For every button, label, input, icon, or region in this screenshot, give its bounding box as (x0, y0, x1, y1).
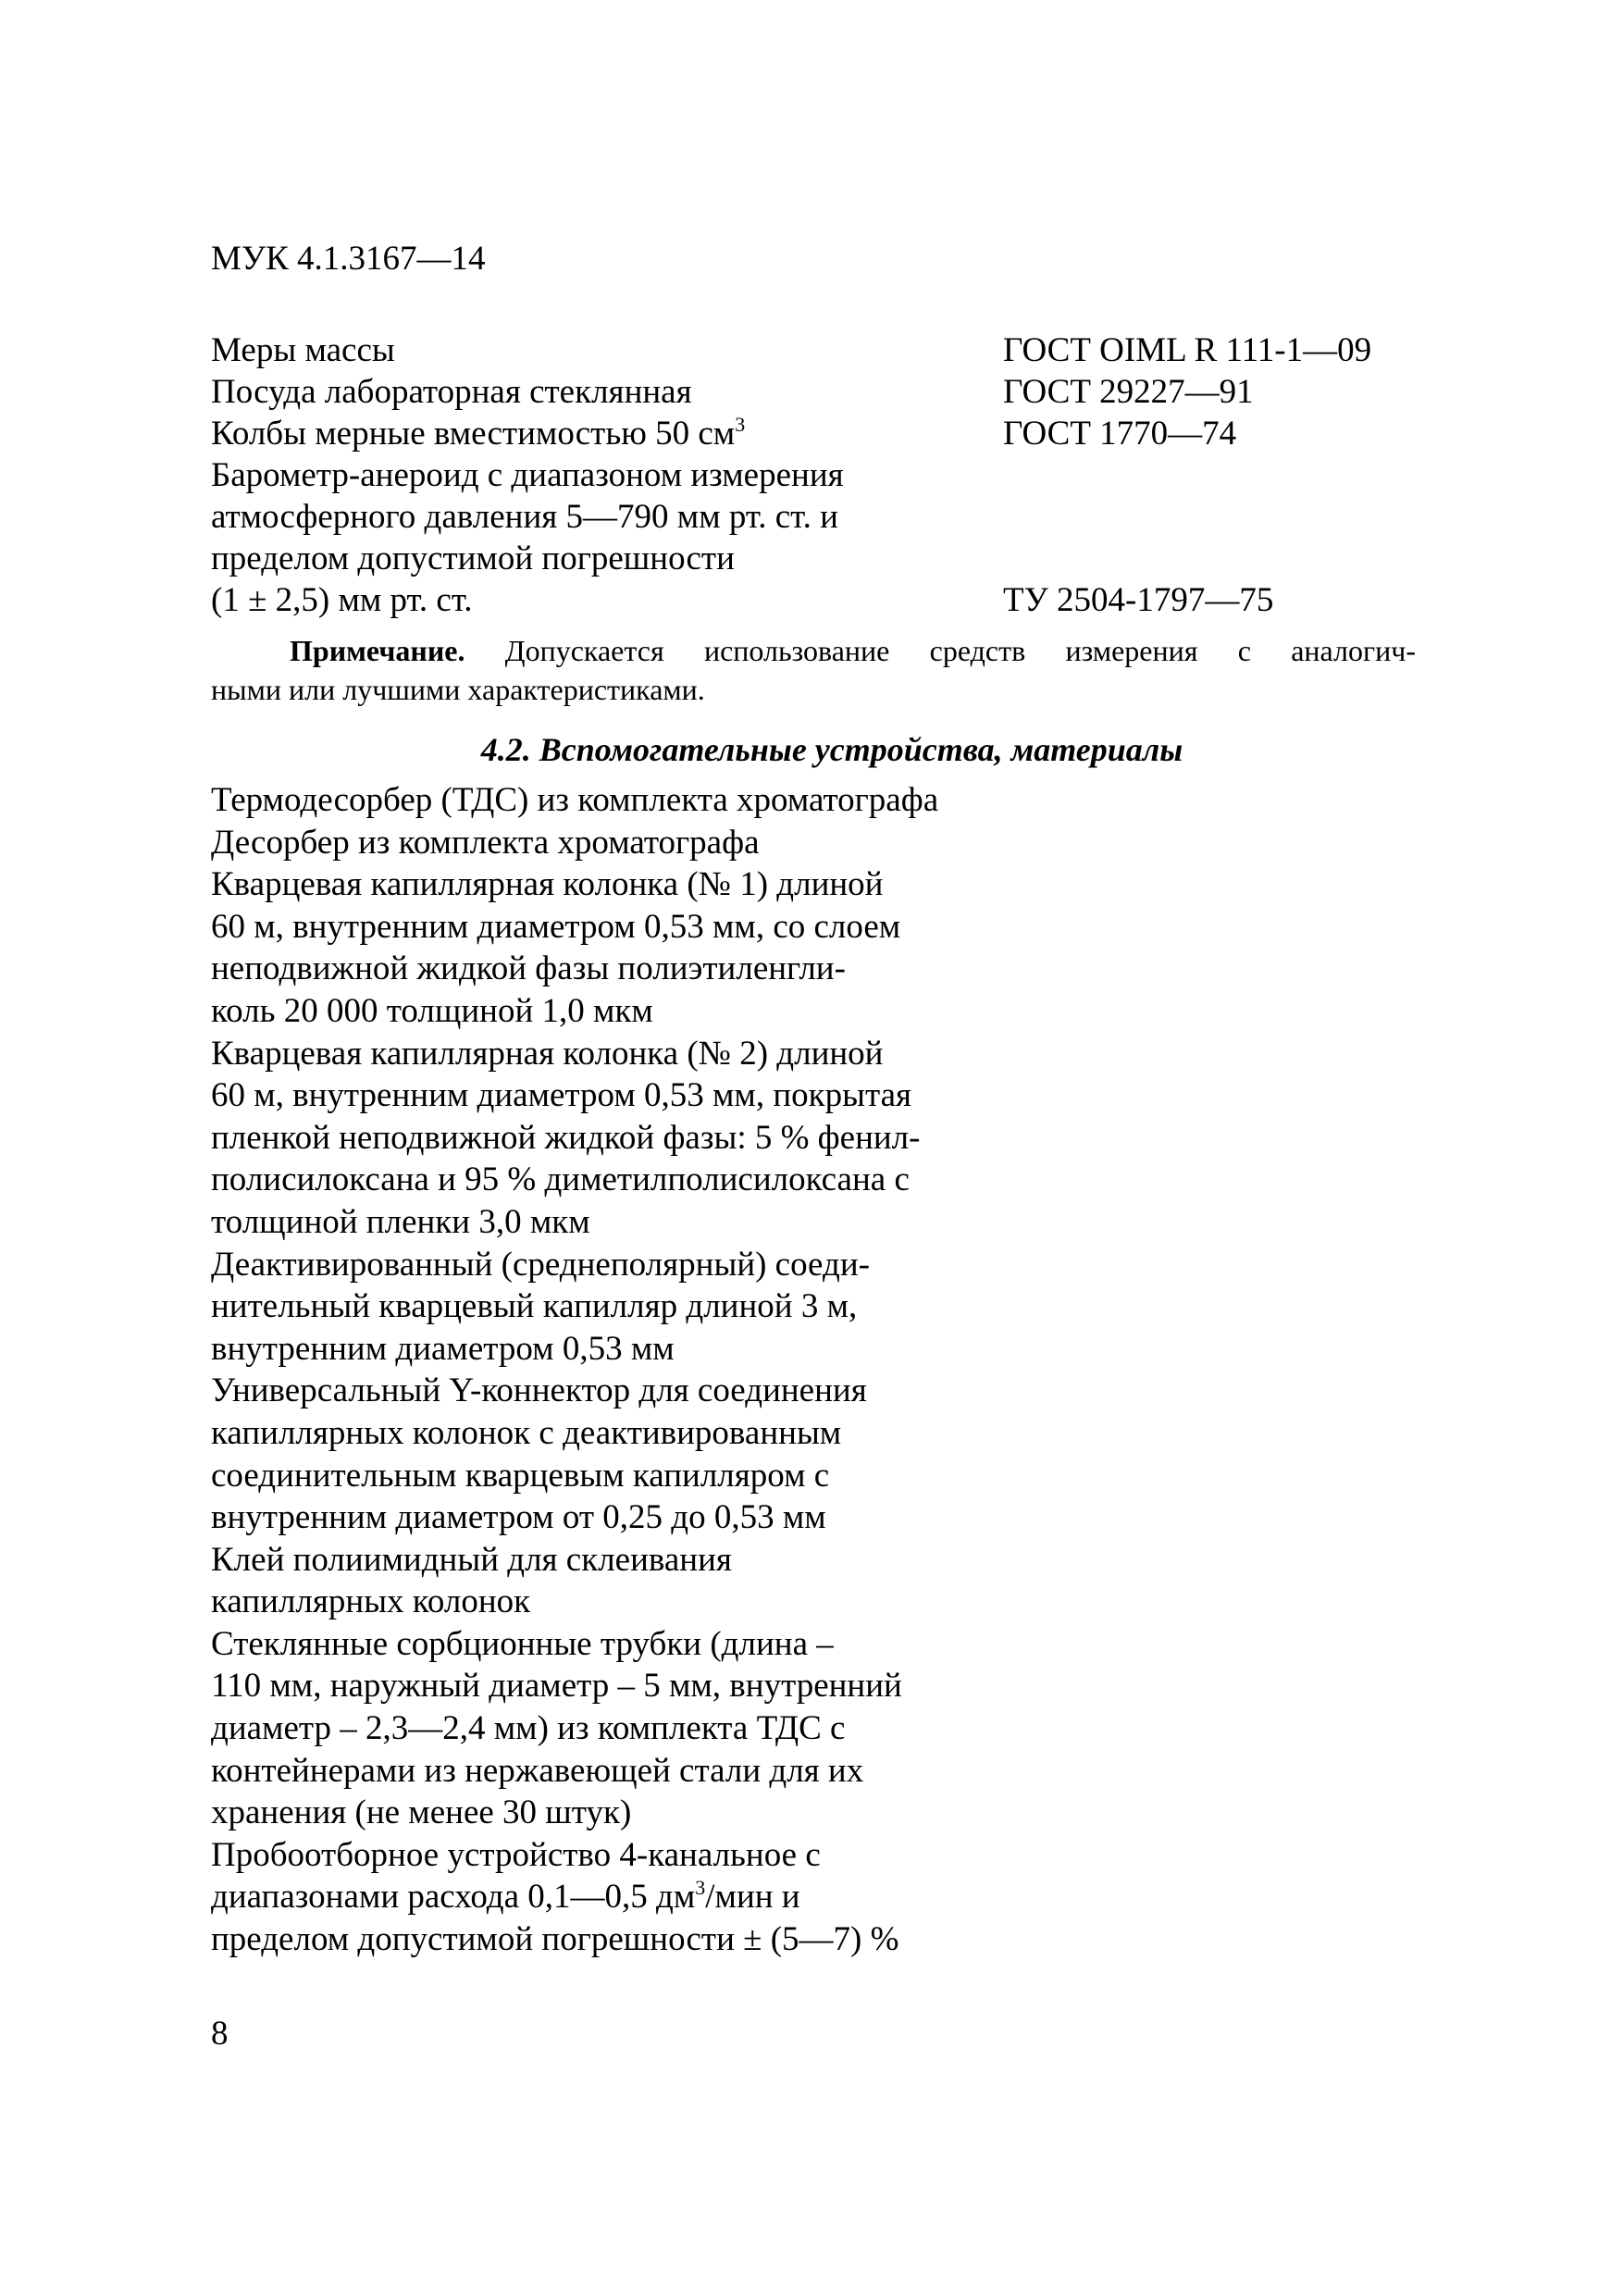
note-line: ными или лучшими характеристиками. (211, 673, 705, 706)
list-item-line: Стеклянные сорбционные трубки (длина – (211, 1624, 834, 1663)
list-item-line: нительный кварцевый капилляр длиной 3 м, (211, 1287, 858, 1326)
list-item-line: Кварцевая капиллярная колонка (№ 2) длиной (211, 1034, 884, 1073)
list-item-line: Пробоотборное устройство 4-канальное с (211, 1835, 821, 1874)
page-number: 8 (211, 2015, 229, 2053)
list-item (211, 1834, 1044, 1961)
instrument-name (211, 371, 1003, 413)
instrument-name-line: пределом допустимой погрешности (211, 540, 735, 577)
list-item (211, 1370, 1044, 1538)
list-item-line: Кварцевая капиллярная колонка (№ 1) длиной (211, 865, 884, 904)
list-item-line: Универсальный Y-коннектор для соединения (211, 1371, 867, 1410)
list-item (211, 779, 1044, 822)
instrument-name (211, 329, 1003, 371)
list-item-line: контейнерами из нержавеющей стали для их (211, 1751, 864, 1790)
list-item-line: пленкой неподвижной жидкой фазы: 5 % фенил- (211, 1118, 921, 1157)
list-item-line: 60 м, внутренним диаметром 0,53 мм, со слоем (211, 907, 901, 946)
instrument-name-line: Посуда лабораторная стеклянная (211, 373, 692, 411)
superscript: 3 (735, 413, 746, 436)
list-item-line: капиллярных колонок с деактивированным (211, 1413, 842, 1452)
instrument-name (211, 413, 1003, 454)
instrument-name-line: (1 ± 2,5) мм рт. ст. (211, 581, 473, 619)
instrument-name-line: Барометр-анероид с диапазоном измерения (211, 456, 844, 494)
list-item-line: соединительным кварцевым капилляром с (211, 1456, 830, 1495)
list-item-line: капиллярных колонок (211, 1582, 531, 1621)
list-item (211, 1244, 1044, 1371)
list-item-line: 110 мм, наружный диаметр – 5 мм, внутренний (211, 1667, 902, 1706)
instrument-row (211, 371, 1414, 413)
list-item-line (211, 1876, 1044, 1918)
list-item-line: Деактивированный (среднеполярный) соеди- (211, 1245, 870, 1284)
instrument-name (211, 454, 1003, 621)
list-item-line: внутренним диаметром от 0,25 до 0,53 мм (211, 1498, 826, 1537)
list-item-line: толщиной пленки 3,0 мкм (211, 1202, 590, 1241)
instrument-row (211, 413, 1414, 454)
list-item-line: хранения (не менее 30 штук) (211, 1793, 632, 1832)
instrument-row (211, 329, 1414, 371)
list-item-line: коль 20 000 толщиной 1,0 мкм (211, 991, 653, 1030)
note-paragraph (211, 631, 1416, 709)
list-item-line: диаметр – 2,3—2,4 мм) из комплекта ТДС с (211, 1709, 846, 1748)
instrument-name-text: Колбы мерные вместимостью 50 см (211, 415, 736, 453)
auxiliary-devices-list (211, 779, 1044, 1961)
document-code-header: МУК 4.1.3167—14 (211, 240, 486, 278)
list-item (211, 822, 1044, 864)
list-item-line: Термодесорбер (ТДС) из комплекта хроматографа (211, 781, 939, 819)
list-item-line: неподвижной жидкой фазы полиэтиленгли- (211, 949, 846, 988)
instrument-standard: ГОСТ 1770—74 (1003, 415, 1237, 453)
section-heading: 4.2. Вспомогательные устройства, материалы (480, 731, 1183, 768)
list-item-line: Клей полиимидный для склеивания (211, 1540, 732, 1579)
list-item (211, 863, 1044, 1032)
list-item-text: /мин и (705, 1878, 800, 1917)
instrument-name-line (211, 413, 1003, 454)
list-item (211, 1623, 1044, 1834)
list-item-line: полисилоксана и 95 % диметилполисилоксана с (211, 1160, 910, 1199)
instrument-name-line: атмосферного давления 5—790 мм рт. ст. и (211, 498, 838, 536)
instrument-standard: ТУ 2504-1797—75 (1003, 581, 1274, 619)
instrument-standard: ГОСТ OIML R 111-1—09 (1003, 331, 1372, 369)
note-label: Примечание. (290, 634, 465, 667)
list-item-text: диапазонами расхода 0,1—0,5 дм (211, 1878, 696, 1917)
list-item-line: Десорбер из комплекта хроматографа (211, 823, 760, 862)
list-item-line: пределом допустимой погрешности ± (5—7) % (211, 1920, 899, 1959)
list-item (211, 1033, 1044, 1244)
instrument-name-line: Меры массы (211, 331, 395, 369)
note-text: Допускается использование средств измерения с аналогич- (504, 634, 1417, 667)
instrument-standard: ГОСТ 29227—91 (1003, 373, 1254, 411)
list-item-line: 60 м, внутренним диаметром 0,53 мм, покрытая (211, 1076, 912, 1115)
list-item-line: внутренним диаметром 0,53 мм (211, 1329, 675, 1368)
note-line (211, 631, 1416, 670)
list-item (211, 1539, 1044, 1623)
measuring-instruments-list (211, 329, 1414, 621)
superscript: 3 (695, 1876, 706, 1900)
instrument-row (211, 454, 1414, 621)
